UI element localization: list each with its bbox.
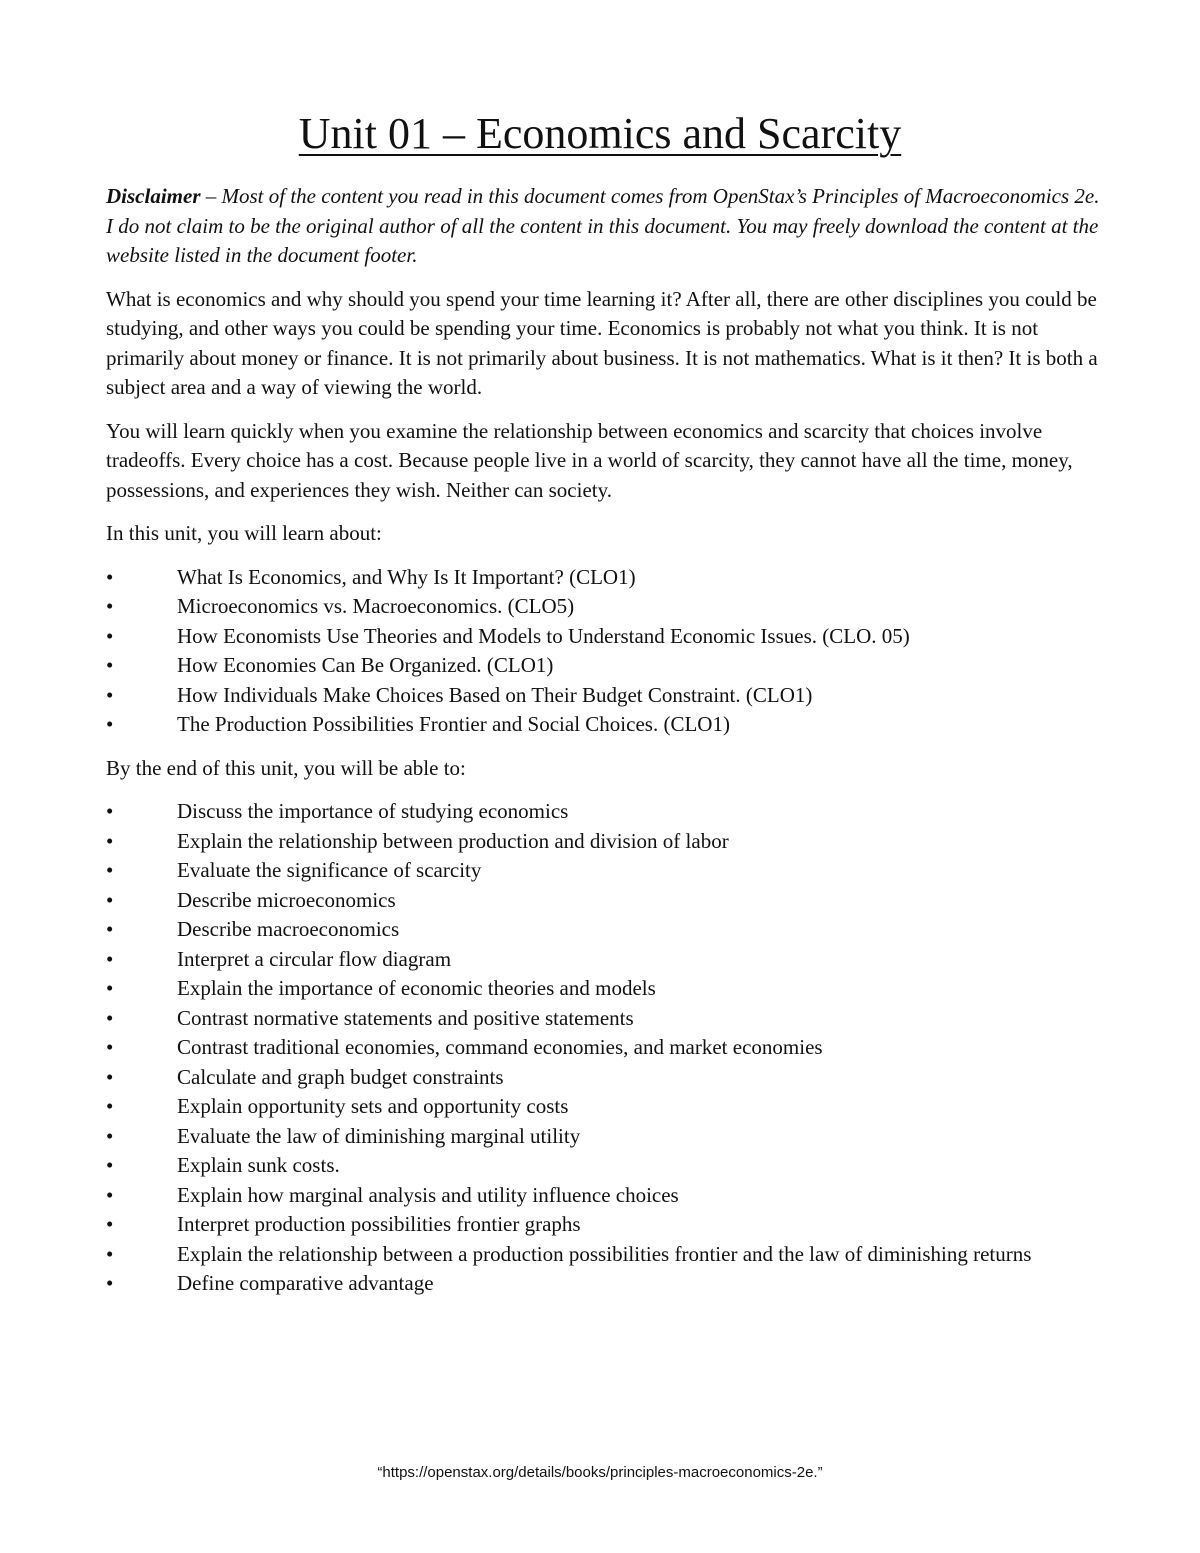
objective-list-item-text: Describe macroeconomics bbox=[177, 917, 400, 941]
bullet-icon: • bbox=[106, 1182, 114, 1207]
bullet-icon: • bbox=[106, 858, 114, 882]
objective-list-item-text: Calculate and graph budget constraints bbox=[177, 1064, 504, 1089]
objective-list-item-text: Explain the relationship between production and division of labor bbox=[177, 828, 729, 853]
disclaimer-label: Disclaimer bbox=[106, 184, 201, 208]
topic-list-item-text: How Economists Use Theories and Models to Understand Economic Issues. (CLO. 05) bbox=[177, 623, 910, 648]
objective-list-item-text: Explain the relationship between a production possibilities frontier and the law of diminishing returns bbox=[177, 1241, 1032, 1266]
bullet-icon: • bbox=[106, 1035, 114, 1059]
objective-list-item bbox=[106, 1122, 1106, 1152]
bullet-icon: • bbox=[106, 1153, 114, 1177]
bullet-icon: • bbox=[106, 1094, 114, 1118]
bullet-icon: • bbox=[106, 564, 114, 589]
page-title bbox=[0, 106, 1200, 162]
objective-list-item bbox=[106, 1181, 1106, 1211]
bullet-icon: • bbox=[106, 887, 114, 912]
topic-list-item bbox=[106, 681, 1106, 711]
bullet-icon: • bbox=[106, 799, 114, 823]
objective-list-item bbox=[106, 974, 1106, 1004]
bullet-icon: • bbox=[106, 828, 114, 853]
objective-list-item-text: Evaluate the significance of scarcity bbox=[177, 858, 482, 882]
objective-list-item bbox=[106, 856, 1106, 886]
topic-list-item bbox=[106, 710, 1106, 740]
bullet-icon: • bbox=[106, 1241, 114, 1266]
objective-list-item bbox=[106, 945, 1106, 975]
bullet-icon: • bbox=[106, 976, 114, 1000]
intro-paragraph-1: What is economics and why should you spend your time learning it? After all, there are other disciplines you could be studying, and other ways you could be spending your time. Economics is probably not what you think. It is not primarily about money or finance. It is not primarily about business. It is not mathematics. What is it then? It is both a subject area and a way of viewing the world. bbox=[106, 286, 1098, 399]
objectives-list bbox=[106, 797, 1106, 1299]
objective-list-item-text: Evaluate the law of diminishing marginal utility bbox=[177, 1123, 581, 1148]
topic-list-item-text: What Is Economics, and Why Is It Important? (CLO1) bbox=[177, 564, 636, 589]
objective-list-item bbox=[106, 1063, 1106, 1093]
topics-intro: In this unit, you will learn about: bbox=[106, 521, 382, 545]
topic-list-item bbox=[106, 563, 1106, 593]
objective-list-item bbox=[106, 1004, 1106, 1034]
objective-list-item-text: Interpret production possibilities frontier graphs bbox=[177, 1212, 581, 1236]
disclaimer-text: – Most of the content you read in this document comes from OpenStax’s Principles of Macroeconomics 2e. I do not claim to be the original author of all the content in this document. You may freely download the content at the website listed in the document footer. bbox=[106, 184, 1100, 267]
intro-paragraph-2: You will learn quickly when you examine the relationship between economics and scarcity that choices involve tradeoffs. Every choice has a cost. Because people live in a world of scarcity, they cannot have all the time, money, possessions, and experiences they wish. Neither can society. bbox=[106, 418, 1073, 502]
objective-list-item-text: Explain opportunity sets and opportunity costs bbox=[177, 1094, 569, 1118]
document-body bbox=[106, 182, 1106, 1313]
objective-list-item bbox=[106, 886, 1106, 916]
objective-list-item-text: Describe microeconomics bbox=[177, 887, 396, 912]
disclaimer-paragraph bbox=[106, 182, 1106, 271]
topic-list-item-text: The Production Possibilities Frontier and Social Choices. (CLO1) bbox=[177, 712, 730, 736]
objective-list-item bbox=[106, 1033, 1106, 1063]
objective-list-item-text: Interpret a circular flow diagram bbox=[177, 946, 452, 971]
topics-list bbox=[106, 563, 1106, 740]
objective-list-item bbox=[106, 797, 1106, 827]
bullet-icon: • bbox=[106, 623, 114, 648]
bullet-icon: • bbox=[106, 682, 114, 707]
topic-list-item bbox=[106, 592, 1106, 622]
objective-list-item-text: Define comparative advantage bbox=[177, 1271, 434, 1295]
bullet-icon: • bbox=[106, 946, 114, 971]
bullet-icon: • bbox=[106, 712, 114, 736]
objective-list-item-text: Explain how marginal analysis and utility influence choices bbox=[177, 1182, 679, 1207]
topic-list-item bbox=[106, 651, 1106, 681]
bullet-icon: • bbox=[106, 594, 114, 618]
objective-list-item bbox=[106, 1210, 1106, 1240]
bullet-icon: • bbox=[106, 1123, 114, 1148]
topic-list-item bbox=[106, 622, 1106, 652]
bullet-icon: • bbox=[106, 1064, 114, 1089]
objective-list-item-text: Contrast traditional economies, command economies, and market economies bbox=[177, 1035, 823, 1059]
bullet-icon: • bbox=[106, 653, 114, 677]
objective-list-item-text: Discuss the importance of studying economics bbox=[177, 799, 569, 823]
bullet-icon: • bbox=[106, 1212, 114, 1236]
bullet-icon: • bbox=[106, 1271, 114, 1295]
topic-list-item-text: Microeconomics vs. Macroeconomics. (CLO5) bbox=[177, 594, 575, 618]
topic-list-item-text: How Individuals Make Choices Based on Their Budget Constraint. (CLO1) bbox=[177, 682, 813, 707]
bullet-icon: • bbox=[106, 917, 114, 941]
objective-list-item-text: Contrast normative statements and positive statements bbox=[177, 1005, 634, 1030]
objective-list-item bbox=[106, 827, 1106, 857]
objective-list-item bbox=[106, 1092, 1106, 1122]
objective-list-item-text: Explain sunk costs. bbox=[177, 1153, 340, 1177]
topic-list-item-text: How Economies Can Be Organized. (CLO1) bbox=[177, 653, 554, 677]
objective-list-item bbox=[106, 1269, 1106, 1299]
document-footer: “https://openstax.org/details/books/principles-macroeconomics-2e.” bbox=[377, 1464, 823, 1481]
objectives-intro: By the end of this unit, you will be able to: bbox=[106, 755, 466, 780]
page-title-text: Unit 01 – Economics and Scarcity bbox=[298, 109, 902, 158]
objective-list-item-text: Explain the importance of economic theories and models bbox=[177, 976, 656, 1000]
objective-list-item bbox=[106, 1151, 1106, 1181]
bullet-icon: • bbox=[106, 1005, 114, 1030]
objective-list-item bbox=[106, 1240, 1106, 1270]
objective-list-item bbox=[106, 915, 1106, 945]
